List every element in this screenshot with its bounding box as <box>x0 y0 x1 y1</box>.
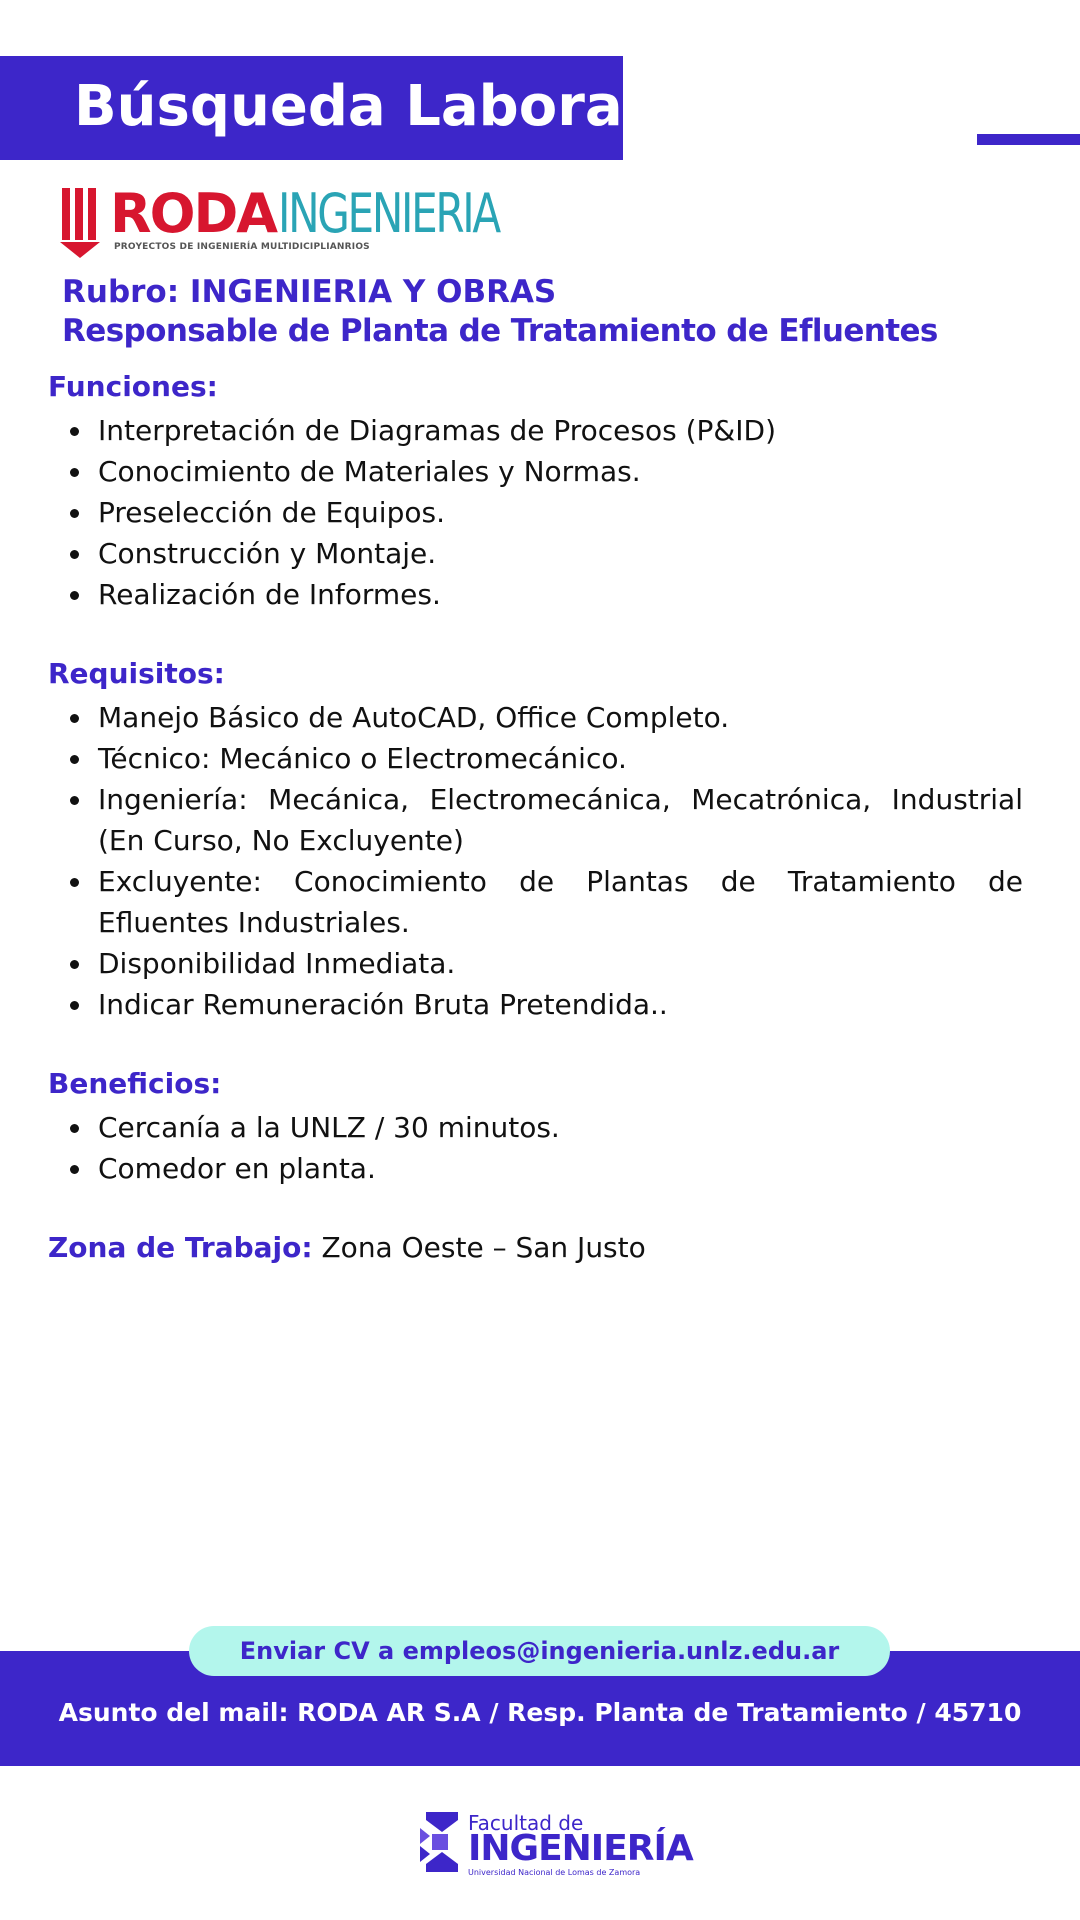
list-item: Construcción y Montaje. <box>48 533 1023 574</box>
facultad-top-text: Facultad de <box>468 1811 584 1835</box>
beneficios-list <box>48 1107 1023 1189</box>
position-heading: Responsable de Planta de Tratamiento de Efluentes <box>62 313 938 349</box>
zona-de-trabajo <box>48 1231 646 1264</box>
roda-bars-icon <box>62 188 98 240</box>
roda-ingenieria-logo <box>60 180 499 262</box>
facultad-sub-text: Universidad Nacional de Lomas de Zamora <box>468 1868 641 1877</box>
accent-divider <box>977 134 1080 145</box>
logo-tagline: PROYECTOS DE INGENIERÍA MULTIDICIPLIANRIOS <box>114 242 370 252</box>
email-subject: Asunto del mail: RODA AR S.A / Resp. Planta de Tratamiento / 45710 <box>58 1698 1022 1727</box>
facultad-main-text: INGENIERÍA <box>468 1828 693 1869</box>
logo-ingenieria-text: INGENIERIA <box>278 182 499 245</box>
logo-roda-text: RODA <box>110 182 277 245</box>
zona-label: Zona de Trabajo: <box>48 1231 313 1264</box>
roda-arrow-icon <box>60 242 100 258</box>
list-item: Realización de Informes. <box>48 574 1023 615</box>
send-cv-email[interactable]: Enviar CV a empleos@ingenieria.unlz.edu.ar <box>189 1626 890 1676</box>
funciones-list <box>48 410 1023 615</box>
list-item: Disponibilidad Inmediata. <box>48 943 1023 984</box>
zona-value: Zona Oeste – San Justo <box>321 1231 646 1264</box>
list-item: Manejo Básico de AutoCAD, Office Completo. <box>48 697 1023 738</box>
list-item: Ingeniería: Mecánica, Electromecánica, Mecatrónica, Industrial (En Curso, No Excluyente) <box>48 779 1023 861</box>
requisitos-label: Requisitos: <box>48 657 225 690</box>
page-title: Búsqueda Laboral <box>74 74 642 139</box>
list-item: Conocimiento de Materiales y Normas. <box>48 451 1023 492</box>
beneficios-label: Beneficios: <box>48 1067 222 1100</box>
list-item: Interpretación de Diagramas de Procesos (P&ID) <box>48 410 1023 451</box>
facultad-mark-icon <box>418 1810 460 1874</box>
list-item: Excluyente: Conocimiento de Plantas de Tratamiento de Efluentes Industriales. <box>48 861 1023 943</box>
funciones-label: Funciones: <box>48 370 218 403</box>
list-item: Cercanía a la UNLZ / 30 minutos. <box>48 1107 1023 1148</box>
list-item: Preselección de Equipos. <box>48 492 1023 533</box>
facultad-ingenieria-logo <box>418 1810 693 1878</box>
list-item: Técnico: Mecánico o Electromecánico. <box>48 738 1023 779</box>
requisitos-list <box>48 697 1023 1025</box>
list-item: Indicar Remuneración Bruta Pretendida.. <box>48 984 1023 1025</box>
list-item: Comedor en planta. <box>48 1148 1023 1189</box>
rubro-heading: Rubro: INGENIERIA Y OBRAS <box>62 274 557 310</box>
